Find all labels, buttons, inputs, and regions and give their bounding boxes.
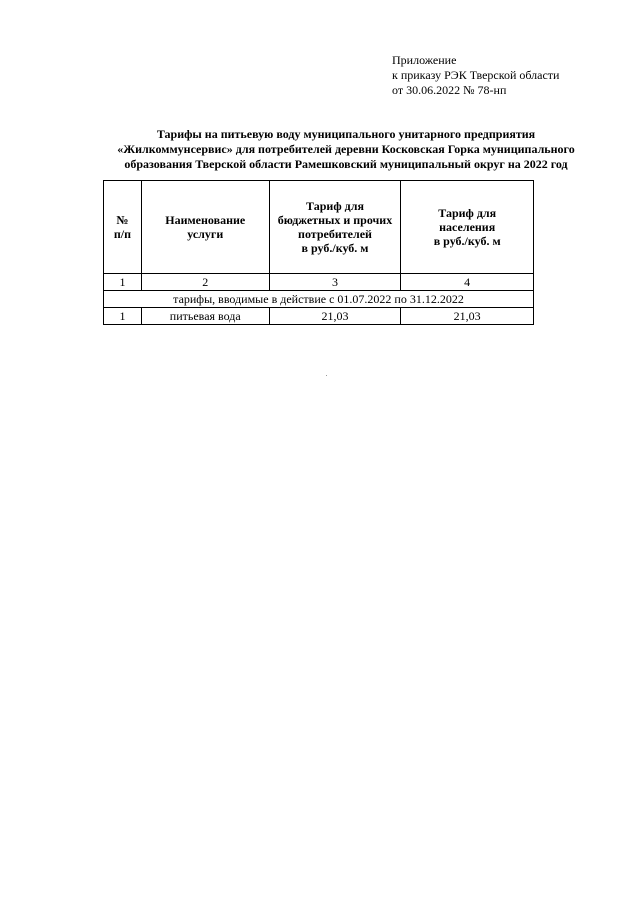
- column-number-cell: 2: [141, 274, 269, 291]
- title-line-2: «Жилкоммунсервис» для потребителей деревни Косковская Горка муниципального: [117, 142, 575, 156]
- header-budget-tariff: [269, 181, 401, 274]
- header-service-line-1: Наименование: [165, 213, 246, 227]
- header-population-line-1: Тариф для: [438, 206, 497, 220]
- period-row: [104, 291, 534, 308]
- period-cell: тарифы, вводимые в действие с 01.07.2022 по 31.12.2022: [104, 291, 534, 308]
- header-population-tariff: [401, 181, 534, 274]
- title-line-1: Тарифы на питьевую воду муниципального унитарного предприятия: [156, 127, 536, 141]
- scan-speck: [326, 375, 327, 376]
- tariff-table: [103, 180, 534, 325]
- column-number-cell: 3: [269, 274, 401, 291]
- row-num-cell: 1: [104, 308, 142, 325]
- header-num-line-1: №: [116, 213, 129, 227]
- row-budget-tariff-cell: 21,03: [269, 308, 401, 325]
- table-row: [104, 308, 534, 325]
- header-service: [141, 181, 269, 274]
- header-num: [104, 181, 142, 274]
- header-num-line-2: п/п: [113, 227, 132, 241]
- header-service-line-2: услуги: [187, 227, 224, 241]
- header-budget-line-4: в руб./куб. м: [301, 241, 369, 255]
- column-number-cell: 1: [104, 274, 142, 291]
- column-number-row: [104, 274, 534, 291]
- header-budget-line-3: потребителей: [298, 227, 372, 241]
- header-budget-line-1: Тариф для: [306, 199, 364, 213]
- title-line-3: образования Тверской области Рамешковский муниципальный округ на 2022 год: [124, 157, 568, 171]
- header-population-line-2: населения: [439, 220, 496, 234]
- appendix-line-3: от 30.06.2022 № 78-нп: [392, 83, 507, 97]
- appendix-line-2: к приказу РЭК Тверской области: [392, 68, 560, 82]
- document-title: [90, 127, 602, 172]
- row-population-tariff-cell: 21,03: [401, 308, 534, 325]
- row-service-cell: питьевая вода: [141, 308, 269, 325]
- appendix-note: [392, 53, 559, 98]
- table-header-row: [104, 181, 534, 274]
- header-population-line-3: в руб./куб. м: [433, 234, 501, 248]
- column-number-cell: 4: [401, 274, 534, 291]
- appendix-line-1: Приложение: [392, 53, 457, 67]
- header-budget-line-2: бюджетных и прочих: [277, 213, 393, 227]
